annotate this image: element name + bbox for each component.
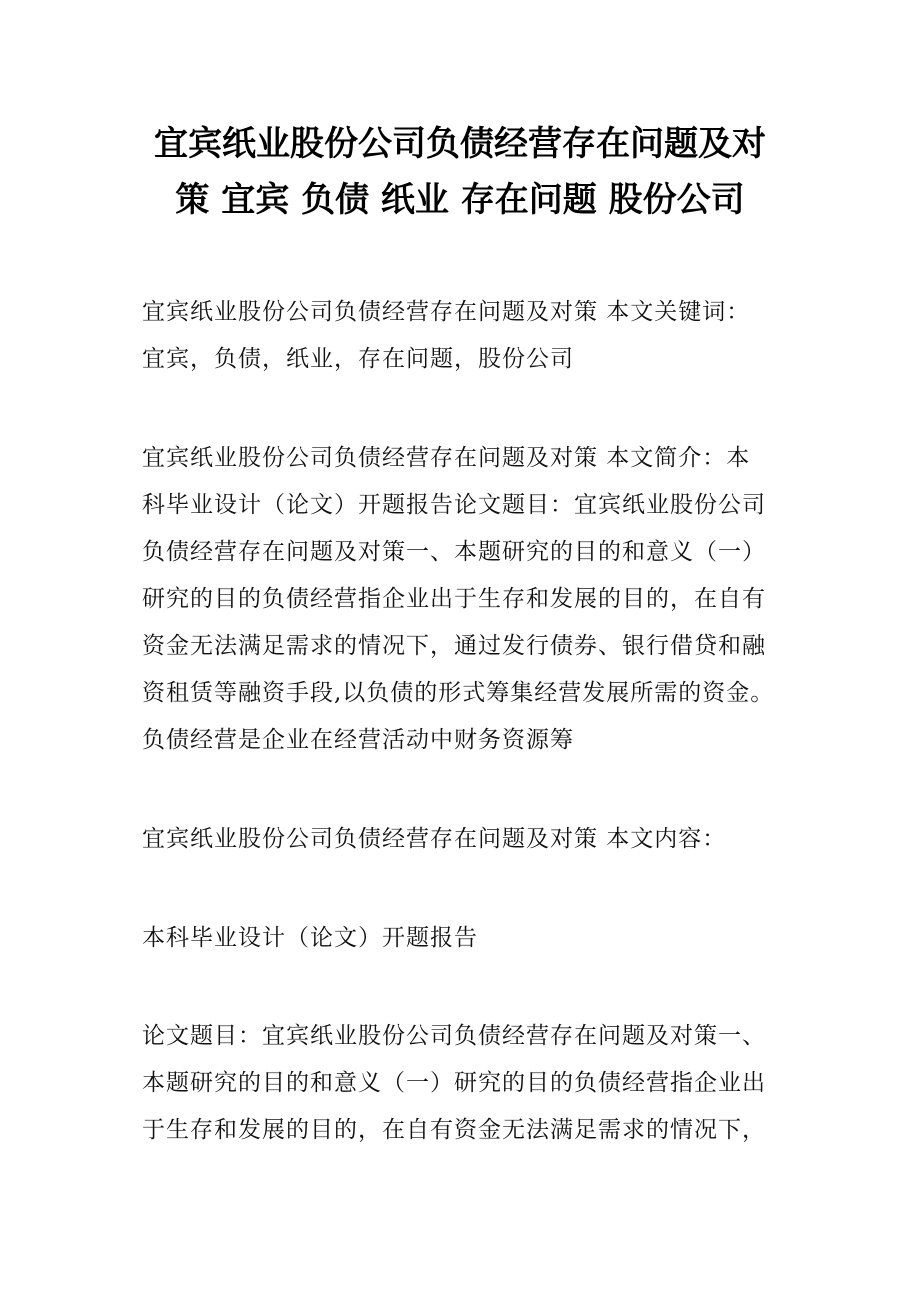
text-line: 负债经营存在问题及对策一、本题研究的目的和意义（一） xyxy=(142,539,766,565)
text-line: 宜宾纸业股份公司负债经营存在问题及对策 本文简介：本 xyxy=(142,445,751,471)
thesis-topic-paragraph xyxy=(142,1013,802,1154)
text-line: 负债经营是企业在经营活动中财务资源筹 xyxy=(142,727,574,753)
text-line: 宜宾纸业股份公司负债经营存在问题及对策 本文关键词： xyxy=(142,299,751,325)
text-line: 宜宾，负债，纸业，存在问题，股份公司 xyxy=(142,346,574,372)
summary-paragraph xyxy=(142,435,802,764)
title-line: 策 宜宾 负债 纸业 存在问题 股份公司 xyxy=(175,180,745,220)
text-line: 科毕业设计（论文）开题报告论文题目：宜宾纸业股份公司 xyxy=(142,492,766,518)
text-line: 资金无法满足需求的情况下，通过发行债券、银行借贷和融 xyxy=(142,633,766,659)
text-line: 于生存和发展的目的，在自有资金无法满足需求的情况下， xyxy=(142,1117,766,1143)
content-heading-paragraph xyxy=(142,816,802,863)
text-line: 论文题目：宜宾纸业股份公司负债经营存在问题及对策一、 xyxy=(142,1023,766,1049)
document-title xyxy=(120,116,800,228)
title-line: 宜宾纸业股份公司负债经营存在问题及对 xyxy=(154,124,766,164)
text-line: 宜宾纸业股份公司负债经营存在问题及对策 本文内容： xyxy=(142,826,727,852)
text-line: 本题研究的目的和意义（一）研究的目的负债经营指企业出 xyxy=(142,1070,766,1096)
text-line: 资租赁等融资手段,以负债的形式筹集经营发展所需的资金。 xyxy=(142,680,775,706)
text-line: 本科毕业设计（论文）开题报告 xyxy=(142,925,478,951)
keywords-paragraph xyxy=(142,289,802,383)
report-title-paragraph xyxy=(142,915,802,962)
text-line: 研究的目的负债经营指企业出于生存和发展的目的，在自有 xyxy=(142,586,766,612)
